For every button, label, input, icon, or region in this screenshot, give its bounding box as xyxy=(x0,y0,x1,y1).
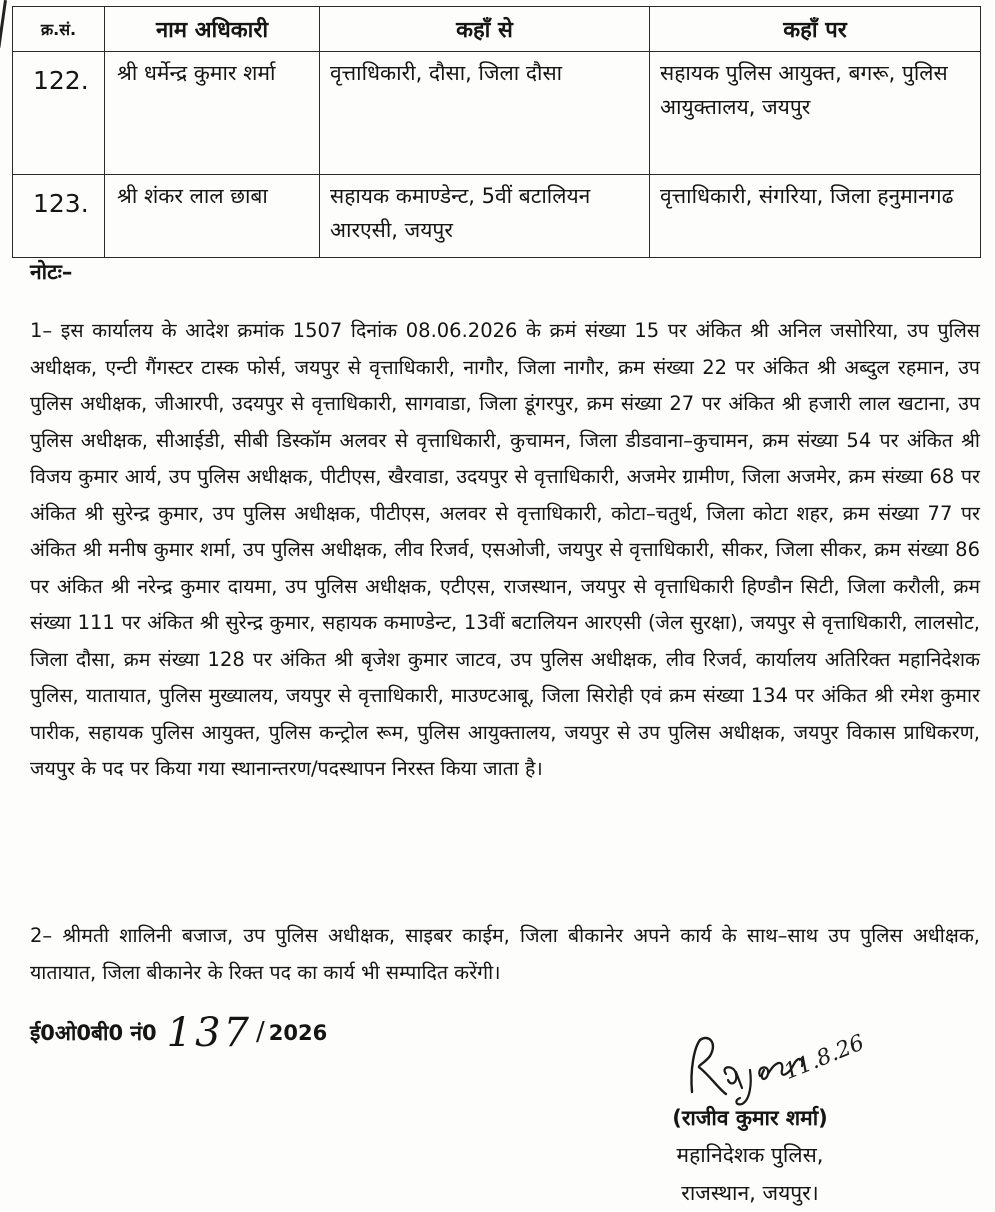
header-serial: क्र.सं. xyxy=(13,7,105,52)
row-to: वृत्ताधिकारी, संगरिया, जिला हनुमानगढ xyxy=(650,175,981,258)
order-number: 137 xyxy=(166,1010,252,1056)
header-from: कहाँ से xyxy=(320,7,650,52)
order-reference xyxy=(30,1010,327,1056)
row-to: सहायक पुलिस आयुक्त, बगरू, पुलिस आयुक्तालय, जयपुर xyxy=(650,52,981,175)
note-heading: नोटः– xyxy=(30,260,73,284)
row-serial: 123. xyxy=(13,175,105,258)
posting-table xyxy=(12,6,981,258)
order-separator: / xyxy=(256,1017,265,1047)
signatory-place: राजस्थान, जयपुर। xyxy=(681,1181,819,1205)
header-officer-name: नाम अधिकारी xyxy=(105,7,320,52)
handwritten-signature xyxy=(660,1030,900,1110)
signatory-block xyxy=(640,1100,860,1212)
table-header-row xyxy=(13,7,981,52)
row-from: सहायक कमाण्डेन्ट, 5वीं बटालियन आरएसी, जयपुर xyxy=(320,175,650,258)
signatory-name: (राजीव कुमार शर्मा) xyxy=(672,1106,828,1130)
note-paragraph-1: 1– इस कार्यालय के आदेश क्रमांक 1507 दिनांक 08.06.2026 के क्रमं संख्या 15 पर अंकित श्री अनिल जसोरिया, उप पुलिस अधीक्षक, एन्टी गैंगस्टर टास्क फोर्स, जयपुर से वृत्ताधिकारी, नागौर, जिला नागौर, क्रम संख्या 22 पर अंकित श्री अब्दुल रहमान, उप पुलिस अधीक्षक, जीआरपी, उदयपुर से वृत्ताधिकारी, सागवाडा, जिला डूंगरपुर, क्रम संख्या 27 पर अंकित श्री हजारी लाल खटाना, उप पुलिस अधीक्षक, सीआईडी, सीबी डिस्कॉम अलवर से वृत्ताधिकारी, कुचामन, जिला डीडवाना–कुचामन, क्रम संख्या 54 पर अंकित श्री विजय कुमार आर्य, उप पुलिस अधीक्षक, पीटीएस, खैरवाडा, उदयपुर से वृत्ताधिकारी, अजमेर ग्रामीण, जिला अजमेर, क्रम संख्या 68 पर अंकित श्री सुरेन्द्र कुमार, उप पुलिस अधीक्षक, पीटीएस, अलवर से वृत्ताधिकारी, कोटा–चतुर्थ, जिला कोटा शहर, क्रम संख्या 77 पर अंकित श्री मनीष कुमार शर्मा, उप पुलिस अधीक्षक, लीव रिजर्व, एसओजी, जयपुर से वृत्ताधिकारी, सीकर, जिला सीकर, क्रम संख्या 86 पर अंकित श्री नरेन्द्र कुमार दायमा, उप पुलिस अधीक्षक, एटीएस, राजस्थान, जयपुर से वृत्ताधिकारी हिण्डौन सिटी, जिला करौली, क्रम संख्या 111 पर अंकित श्री सुरेन्द्र कुमार, सहायक कमाण्डेन्ट, 13वीं बटालियन आरएसी (जेल सुरक्षा), जयपुर से वृत्ताधिकारी, लालसोट, जिला दौसा, क्रम संख्या 128 पर अंकित श्री बृजेश कुमार जाटव, उप पुलिस अधीक्षक, लीव रिजर्व, कार्यालय अतिरिक्त महानिदेशक पुलिस, यातायात, पुलिस मुख्यालय, जयपुर से वृत्ताधिकारी, माउण्टआबू, जिला सिरोही एवं क्रम संख्या 134 पर अंकित श्री रमेश कुमार पारीक, सहायक पुलिस आयुक्त, पुलिस कन्ट्रोल रूम, पुलिस आयुक्तालय, जयपुर से उप पुलिस अधीक्षक, जयपुर विकास प्राधिकरण, जयपुर के पद पर किया गया स्थानान्तरण/पदस्थापन निरस्त किया जाता है। xyxy=(30,319,980,780)
order-year: 2026 xyxy=(268,1021,328,1045)
table-row xyxy=(13,175,981,258)
order-prefix: ई0ओ0बी0 नं0 xyxy=(30,1021,157,1045)
row-officer-name: श्री शंकर लाल छाबा xyxy=(105,175,320,258)
binding-line xyxy=(0,0,7,48)
row-serial: 122. xyxy=(13,52,105,175)
row-officer-name: श्री धर्मेन्द्र कुमार शर्मा xyxy=(105,52,320,175)
signature-date: 11.8.26 xyxy=(780,1030,868,1085)
table-row xyxy=(13,52,981,175)
row-from: वृत्ताधिकारी, दौसा, जिला दौसा xyxy=(320,52,650,175)
signatory-designation: महानिदेशक पुलिस, xyxy=(676,1143,824,1167)
header-to: कहाँ पर xyxy=(650,7,981,52)
note-paragraph-2: 2– श्रीमती शालिनी बजाज, उप पुलिस अधीक्षक, साइबर काईम, जिला बीकानेर अपने कार्य के साथ–साथ उप पुलिस अधीक्षक, यातायात, जिला बीकानेर के रिक्त पद का कार्य भी सम्पादित करेंगी। xyxy=(30,924,980,984)
